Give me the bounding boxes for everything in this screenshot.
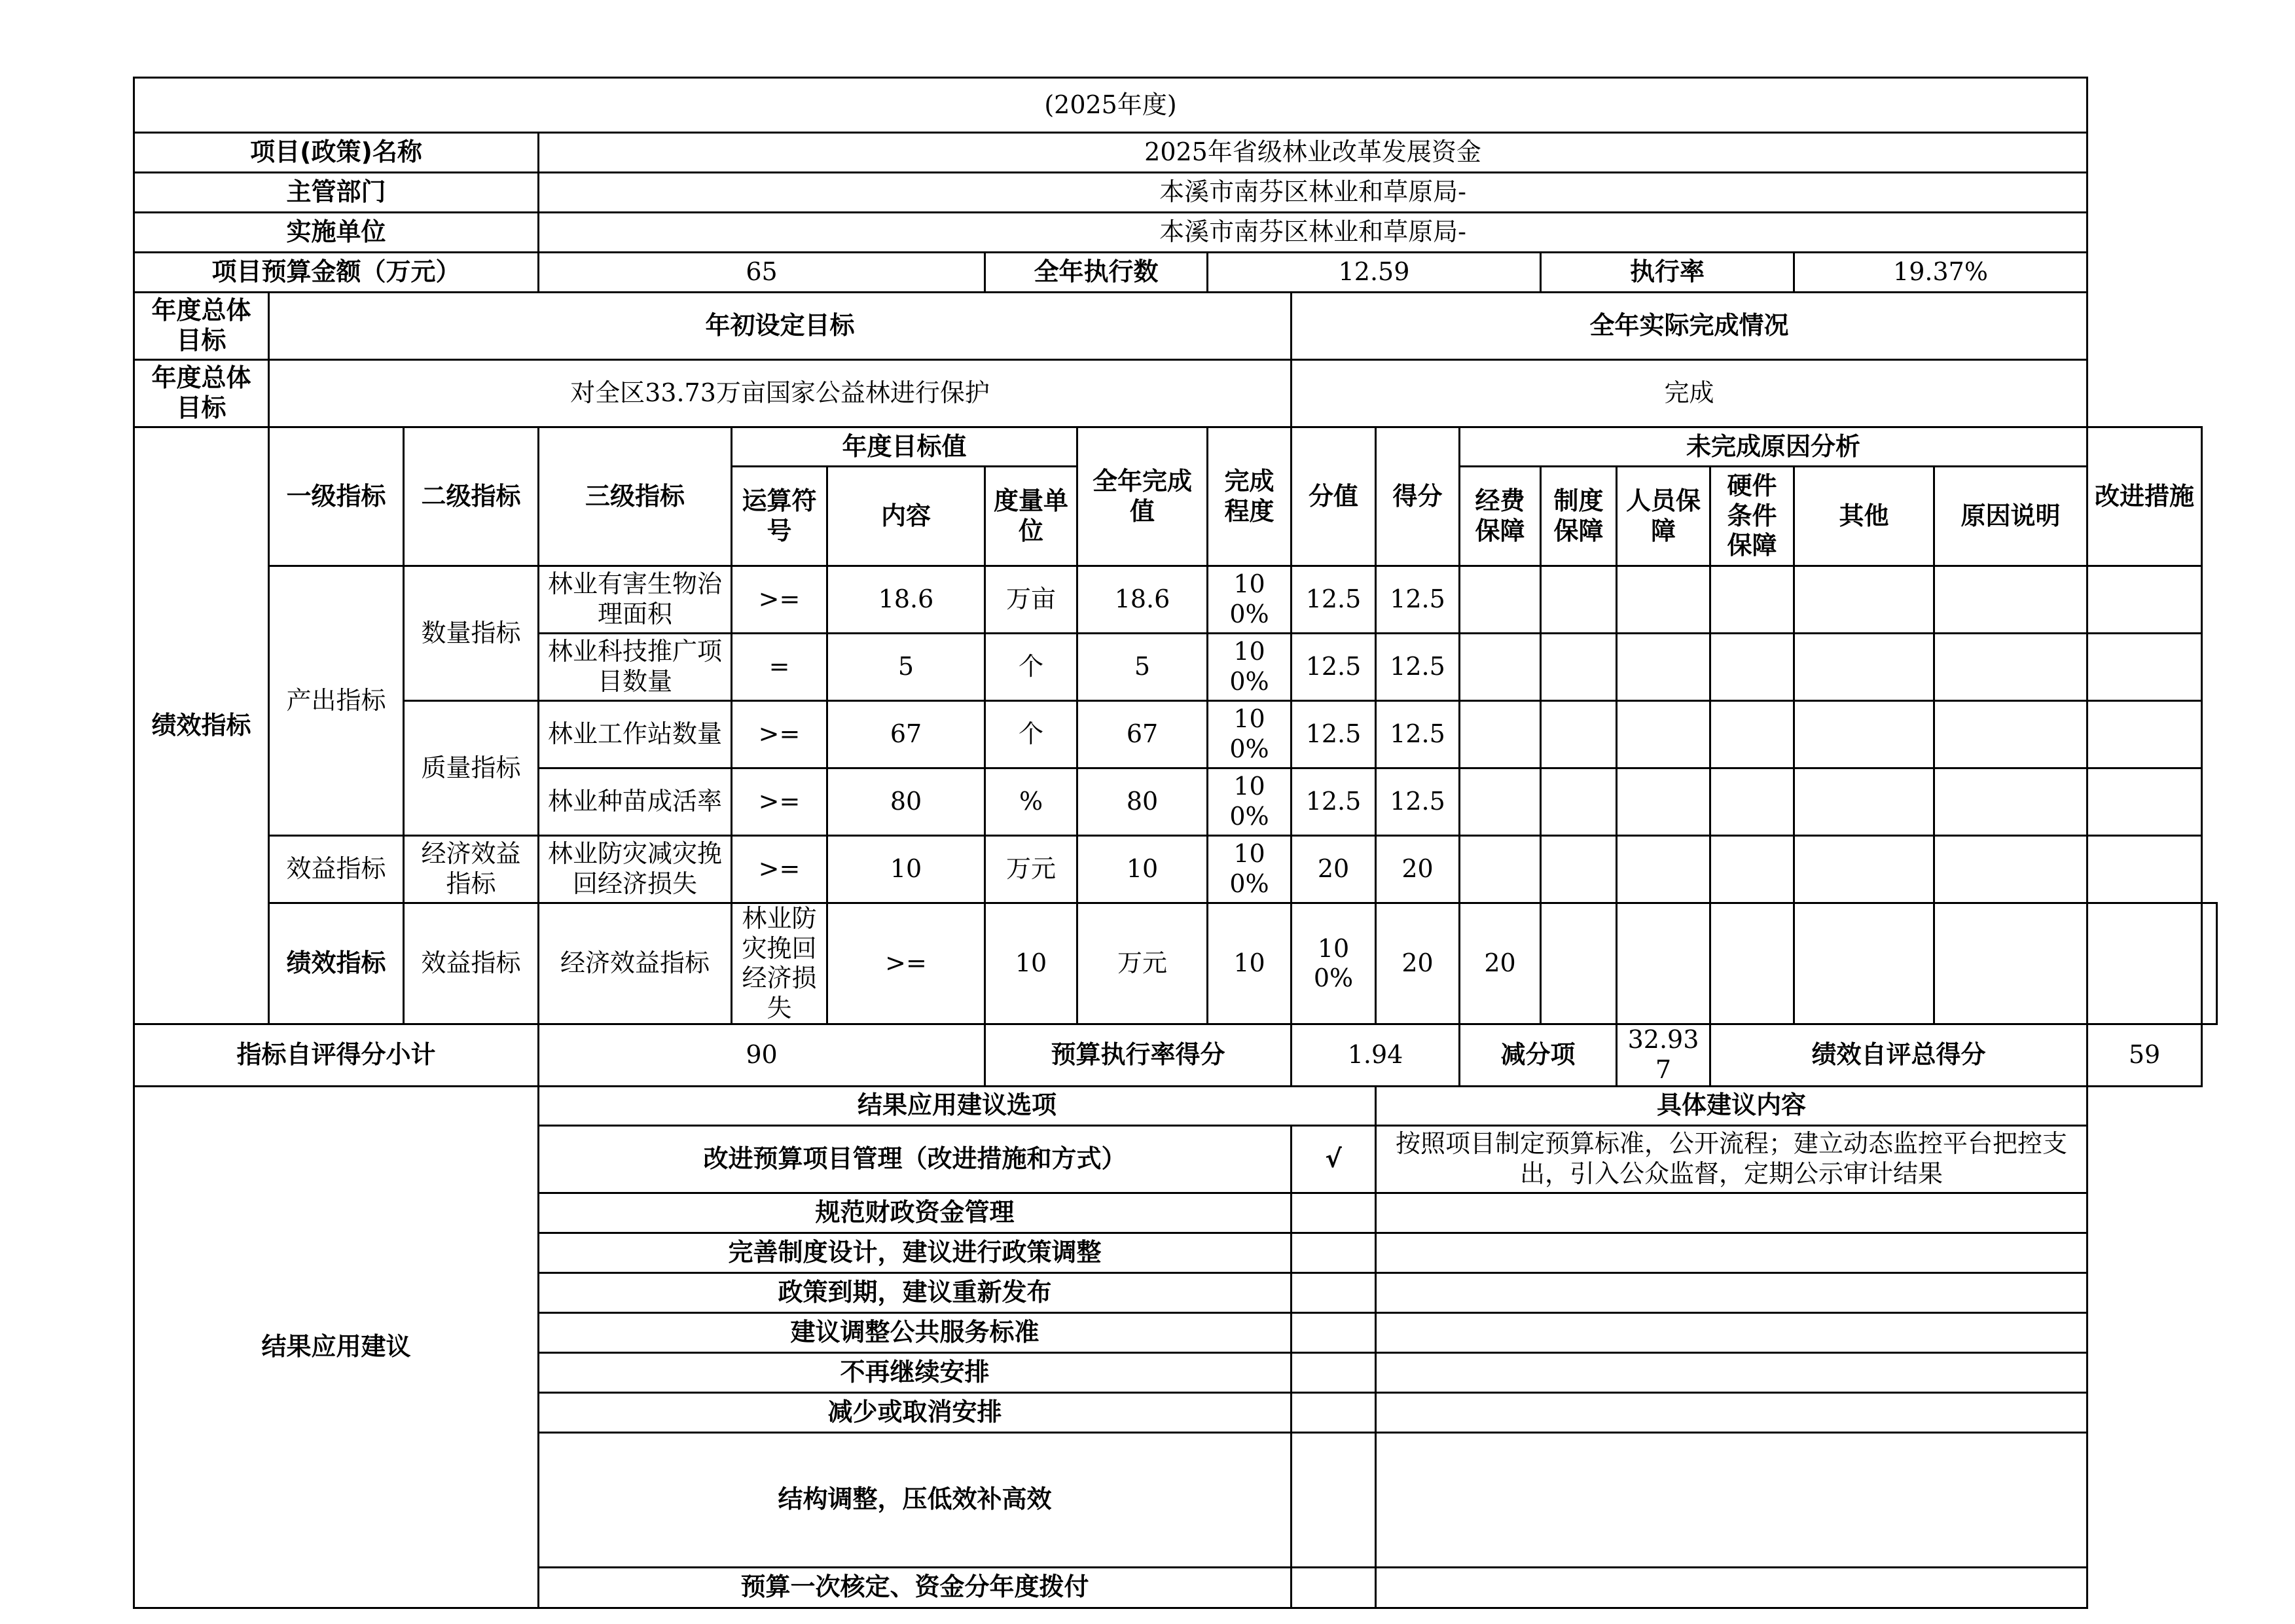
reason-cell (1460, 768, 1541, 836)
indicator-op: >= (827, 903, 985, 1024)
goal-label: 年度总体目标 (134, 360, 269, 427)
results-detail-header: 具体建议内容 (1376, 1086, 2087, 1125)
indicator-name: 林业工作站数量 (539, 701, 732, 768)
result-option-detail: 按照项目制定预算标准，公开流程；建立动态监控平台把控支出，引入公众监督，定期公示审计结果 (1376, 1125, 2087, 1193)
header-lvl1: 一级指标 (269, 427, 404, 566)
header-system: 制度保障 (1541, 467, 1617, 566)
indicator-completion: 100% (1208, 634, 1292, 701)
project-name-value: 2025年省级林业改革发展资金 (539, 133, 2087, 173)
result-option-label: 规范财政资金管理 (539, 1193, 1292, 1233)
reason-cell (1710, 903, 1794, 1024)
reason-cell (1710, 768, 1794, 836)
reason-cell (1794, 836, 1934, 903)
project-name-label: 项目(政策)名称 (134, 133, 539, 173)
indicator-unit: 万元 (985, 836, 1077, 903)
subtotal-label: 指标自评得分小计 (134, 1024, 539, 1086)
indicator-name: 林业防灾挽回经济损失 (732, 903, 827, 1024)
indicator-unit: 万亩 (985, 566, 1077, 634)
result-option-label: 政策到期，建议重新发布 (539, 1272, 1292, 1312)
total-value: 59 (2087, 1024, 2202, 1086)
reason-cell (1541, 634, 1617, 701)
rate-value: 19.37% (1794, 253, 2087, 293)
improve-cell (2087, 768, 2202, 836)
exec-label: 全年执行数 (985, 253, 1208, 293)
reason-cell (1541, 903, 1617, 1024)
result-option-check (1292, 1272, 1376, 1312)
header-lvl2: 二级指标 (404, 427, 539, 566)
performance-evaluation-table (133, 77, 2218, 1609)
improve-cell (2202, 903, 2217, 1024)
dept-label: 主管部门 (134, 173, 539, 213)
results-label: 结果应用建议 (134, 1086, 539, 1608)
improve-cell (2087, 566, 2202, 634)
indicator-content: 10 (827, 836, 985, 903)
indicator-weight: 12.5 (1292, 701, 1376, 768)
improve-cell (2087, 836, 2202, 903)
indicator-completion: 100% (1208, 768, 1292, 836)
indicator-completion: 100% (1292, 903, 1376, 1024)
result-option-detail (1376, 1233, 2087, 1272)
header-unit: 度量单位 (985, 467, 1077, 566)
reason-cell (1934, 701, 2087, 768)
group-benefit: 效益指标 (404, 903, 539, 1024)
result-option-check (1292, 1193, 1376, 1233)
reason-cell (1617, 768, 1710, 836)
reason-cell (1710, 634, 1794, 701)
indicator-unit: 个 (985, 701, 1077, 768)
reason-cell (1794, 634, 1934, 701)
indicator-value: 80 (1077, 768, 1208, 836)
result-option-label: 预算一次核定、资金分年度拨付 (539, 1567, 1292, 1608)
result-option-check (1292, 1567, 1376, 1608)
header-op: 运算符号 (732, 467, 827, 566)
result-option-check: √ (1292, 1125, 1376, 1193)
reason-cell (1460, 701, 1541, 768)
result-option-detail (1376, 1312, 2087, 1352)
header-annual-target: 年度目标值 (732, 427, 1077, 467)
indicator-op: >= (732, 566, 827, 634)
result-option-label: 减少或取消安排 (539, 1392, 1292, 1432)
rate-label: 执行率 (1541, 253, 1794, 293)
indicator-name: 林业种苗成活率 (539, 768, 732, 836)
indicator-completion: 100% (1208, 701, 1292, 768)
result-option-detail (1376, 1193, 2087, 1233)
indicator-name: 林业科技推广项目数量 (539, 634, 732, 701)
group-benefit: 效益指标 (269, 836, 404, 903)
result-option-detail (1376, 1432, 2087, 1567)
reason-cell (1794, 566, 1934, 634)
header-reason-analysis: 未完成原因分析 (1460, 427, 2087, 467)
result-option-label: 结构调整，压低效补高效 (539, 1432, 1292, 1567)
group-econ: 经济效益指标 (539, 903, 732, 1024)
indicator-score: 20 (1460, 903, 1541, 1024)
reason-cell (1617, 903, 1710, 1024)
dept-value: 本溪市南芬区林业和草原局- (539, 173, 2087, 213)
reason-cell (1710, 566, 1794, 634)
impl-value: 本溪市南芬区林业和草原局- (539, 213, 2087, 253)
budget-value: 65 (539, 253, 985, 293)
reason-cell (1934, 903, 2087, 1024)
goal-label: 年度总体目标 (134, 293, 269, 360)
group-econ: 经济效益指标 (404, 836, 539, 903)
result-option-label: 改进预算项目管理（改进措施和方式） (539, 1125, 1292, 1193)
indicator-content: 10 (985, 903, 1077, 1024)
indicator-unit: 个 (985, 634, 1077, 701)
deduct-value: 32.937 (1617, 1024, 1710, 1086)
reason-cell (1710, 836, 1794, 903)
reason-cell (1934, 836, 2087, 903)
indicator-weight: 12.5 (1292, 566, 1376, 634)
budget-score-value: 1.94 (1292, 1024, 1460, 1086)
header-lvl3: 三级指标 (539, 427, 732, 566)
reason-cell (1460, 634, 1541, 701)
reason-cell (1794, 768, 1934, 836)
indicator-score: 20 (1376, 836, 1460, 903)
result-option-label: 建议调整公共服务标准 (539, 1312, 1292, 1352)
header-staff: 人员保障 (1617, 467, 1710, 566)
perf-label: 绩效指标 (134, 427, 269, 1024)
result-option-check (1292, 1392, 1376, 1432)
header-completion: 完成程度 (1208, 427, 1292, 566)
goal-content: 对全区33.73万亩国家公益林进行保护 (269, 360, 1292, 427)
improve-cell (2087, 701, 2202, 768)
reason-cell (1541, 768, 1617, 836)
page-title: (2025年度) (134, 78, 2087, 133)
indicator-completion: 100% (1208, 566, 1292, 634)
reason-cell (1617, 634, 1710, 701)
reason-cell (1710, 701, 1794, 768)
indicator-unit: 万元 (1077, 903, 1208, 1024)
goal-actual: 完成 (1292, 360, 2087, 427)
reason-cell (1617, 701, 1710, 768)
result-option-label: 不再继续安排 (539, 1352, 1292, 1392)
subtotal-value: 90 (539, 1024, 985, 1086)
perf-label: 绩效指标 (269, 903, 404, 1024)
reason-cell (1460, 566, 1541, 634)
goal-actual-header: 全年实际完成情况 (1292, 293, 2087, 360)
goal-initial-header: 年初设定目标 (269, 293, 1292, 360)
reason-cell (1794, 903, 1934, 1024)
indicator-weight: 20 (1292, 836, 1376, 903)
group-output: 产出指标 (269, 566, 404, 836)
result-option-detail (1376, 1567, 2087, 1608)
result-option-check (1292, 1432, 1376, 1567)
improve-cell (2087, 634, 2202, 701)
header-content: 内容 (827, 467, 985, 566)
indicator-value: 67 (1077, 701, 1208, 768)
reason-cell (1541, 566, 1617, 634)
indicator-value: 10 (1208, 903, 1292, 1024)
indicator-weight: 20 (1376, 903, 1460, 1024)
reason-cell (1934, 634, 2087, 701)
deduct-label: 减分项 (1460, 1024, 1617, 1086)
header-score: 得分 (1376, 427, 1460, 566)
reason-cell (1934, 768, 2087, 836)
indicator-score: 12.5 (1376, 634, 1460, 701)
reason-cell (2087, 903, 2202, 1024)
header-improve: 改进措施 (2087, 427, 2202, 566)
impl-label: 实施单位 (134, 213, 539, 253)
indicator-score: 12.5 (1376, 566, 1460, 634)
indicator-op: >= (732, 768, 827, 836)
header-funding: 经费保障 (1460, 467, 1541, 566)
indicator-name: 林业有害生物治理面积 (539, 566, 732, 634)
result-option-detail (1376, 1272, 2087, 1312)
indicator-content: 80 (827, 768, 985, 836)
indicator-weight: 12.5 (1292, 634, 1376, 701)
exec-value: 12.59 (1208, 253, 1541, 293)
indicator-content: 67 (827, 701, 985, 768)
indicator-score: 12.5 (1376, 768, 1460, 836)
indicator-unit: % (985, 768, 1077, 836)
indicator-value: 18.6 (1077, 566, 1208, 634)
budget-score-label: 预算执行率得分 (985, 1024, 1292, 1086)
budget-label: 项目预算金额（万元） (134, 253, 539, 293)
reason-cell (1541, 836, 1617, 903)
result-option-check (1292, 1312, 1376, 1352)
header-reason-desc: 原因说明 (1934, 467, 2087, 566)
result-option-detail (1376, 1392, 2087, 1432)
indicator-completion: 100% (1208, 836, 1292, 903)
result-option-label: 完善制度设计，建议进行政策调整 (539, 1233, 1292, 1272)
reason-cell (1617, 836, 1710, 903)
indicator-content: 5 (827, 634, 985, 701)
header-other: 其他 (1794, 467, 1934, 566)
indicator-op: >= (732, 836, 827, 903)
result-option-check (1292, 1233, 1376, 1272)
indicator-op: = (732, 634, 827, 701)
reason-cell (1460, 836, 1541, 903)
results-options-header: 结果应用建议选项 (539, 1086, 1376, 1125)
indicator-score: 12.5 (1376, 701, 1460, 768)
reason-cell (1934, 566, 2087, 634)
indicator-content: 18.6 (827, 566, 985, 634)
group-quantity: 数量指标 (404, 566, 539, 701)
result-option-detail (1376, 1352, 2087, 1392)
result-option-check (1292, 1352, 1376, 1392)
reason-cell (1541, 701, 1617, 768)
header-annual-value: 全年完成值 (1077, 427, 1208, 566)
indicator-op: >= (732, 701, 827, 768)
group-quality: 质量指标 (404, 701, 539, 836)
reason-cell (1794, 701, 1934, 768)
header-score-value: 分值 (1292, 427, 1376, 566)
total-label: 绩效自评总得分 (1710, 1024, 2087, 1086)
reason-cell (1617, 566, 1710, 634)
indicator-value: 10 (1077, 836, 1208, 903)
indicator-value: 5 (1077, 634, 1208, 701)
indicator-weight: 12.5 (1292, 768, 1376, 836)
header-hardware: 硬件条件保障 (1710, 467, 1794, 566)
indicator-name: 林业防灾减灾挽回经济损失 (539, 836, 732, 903)
